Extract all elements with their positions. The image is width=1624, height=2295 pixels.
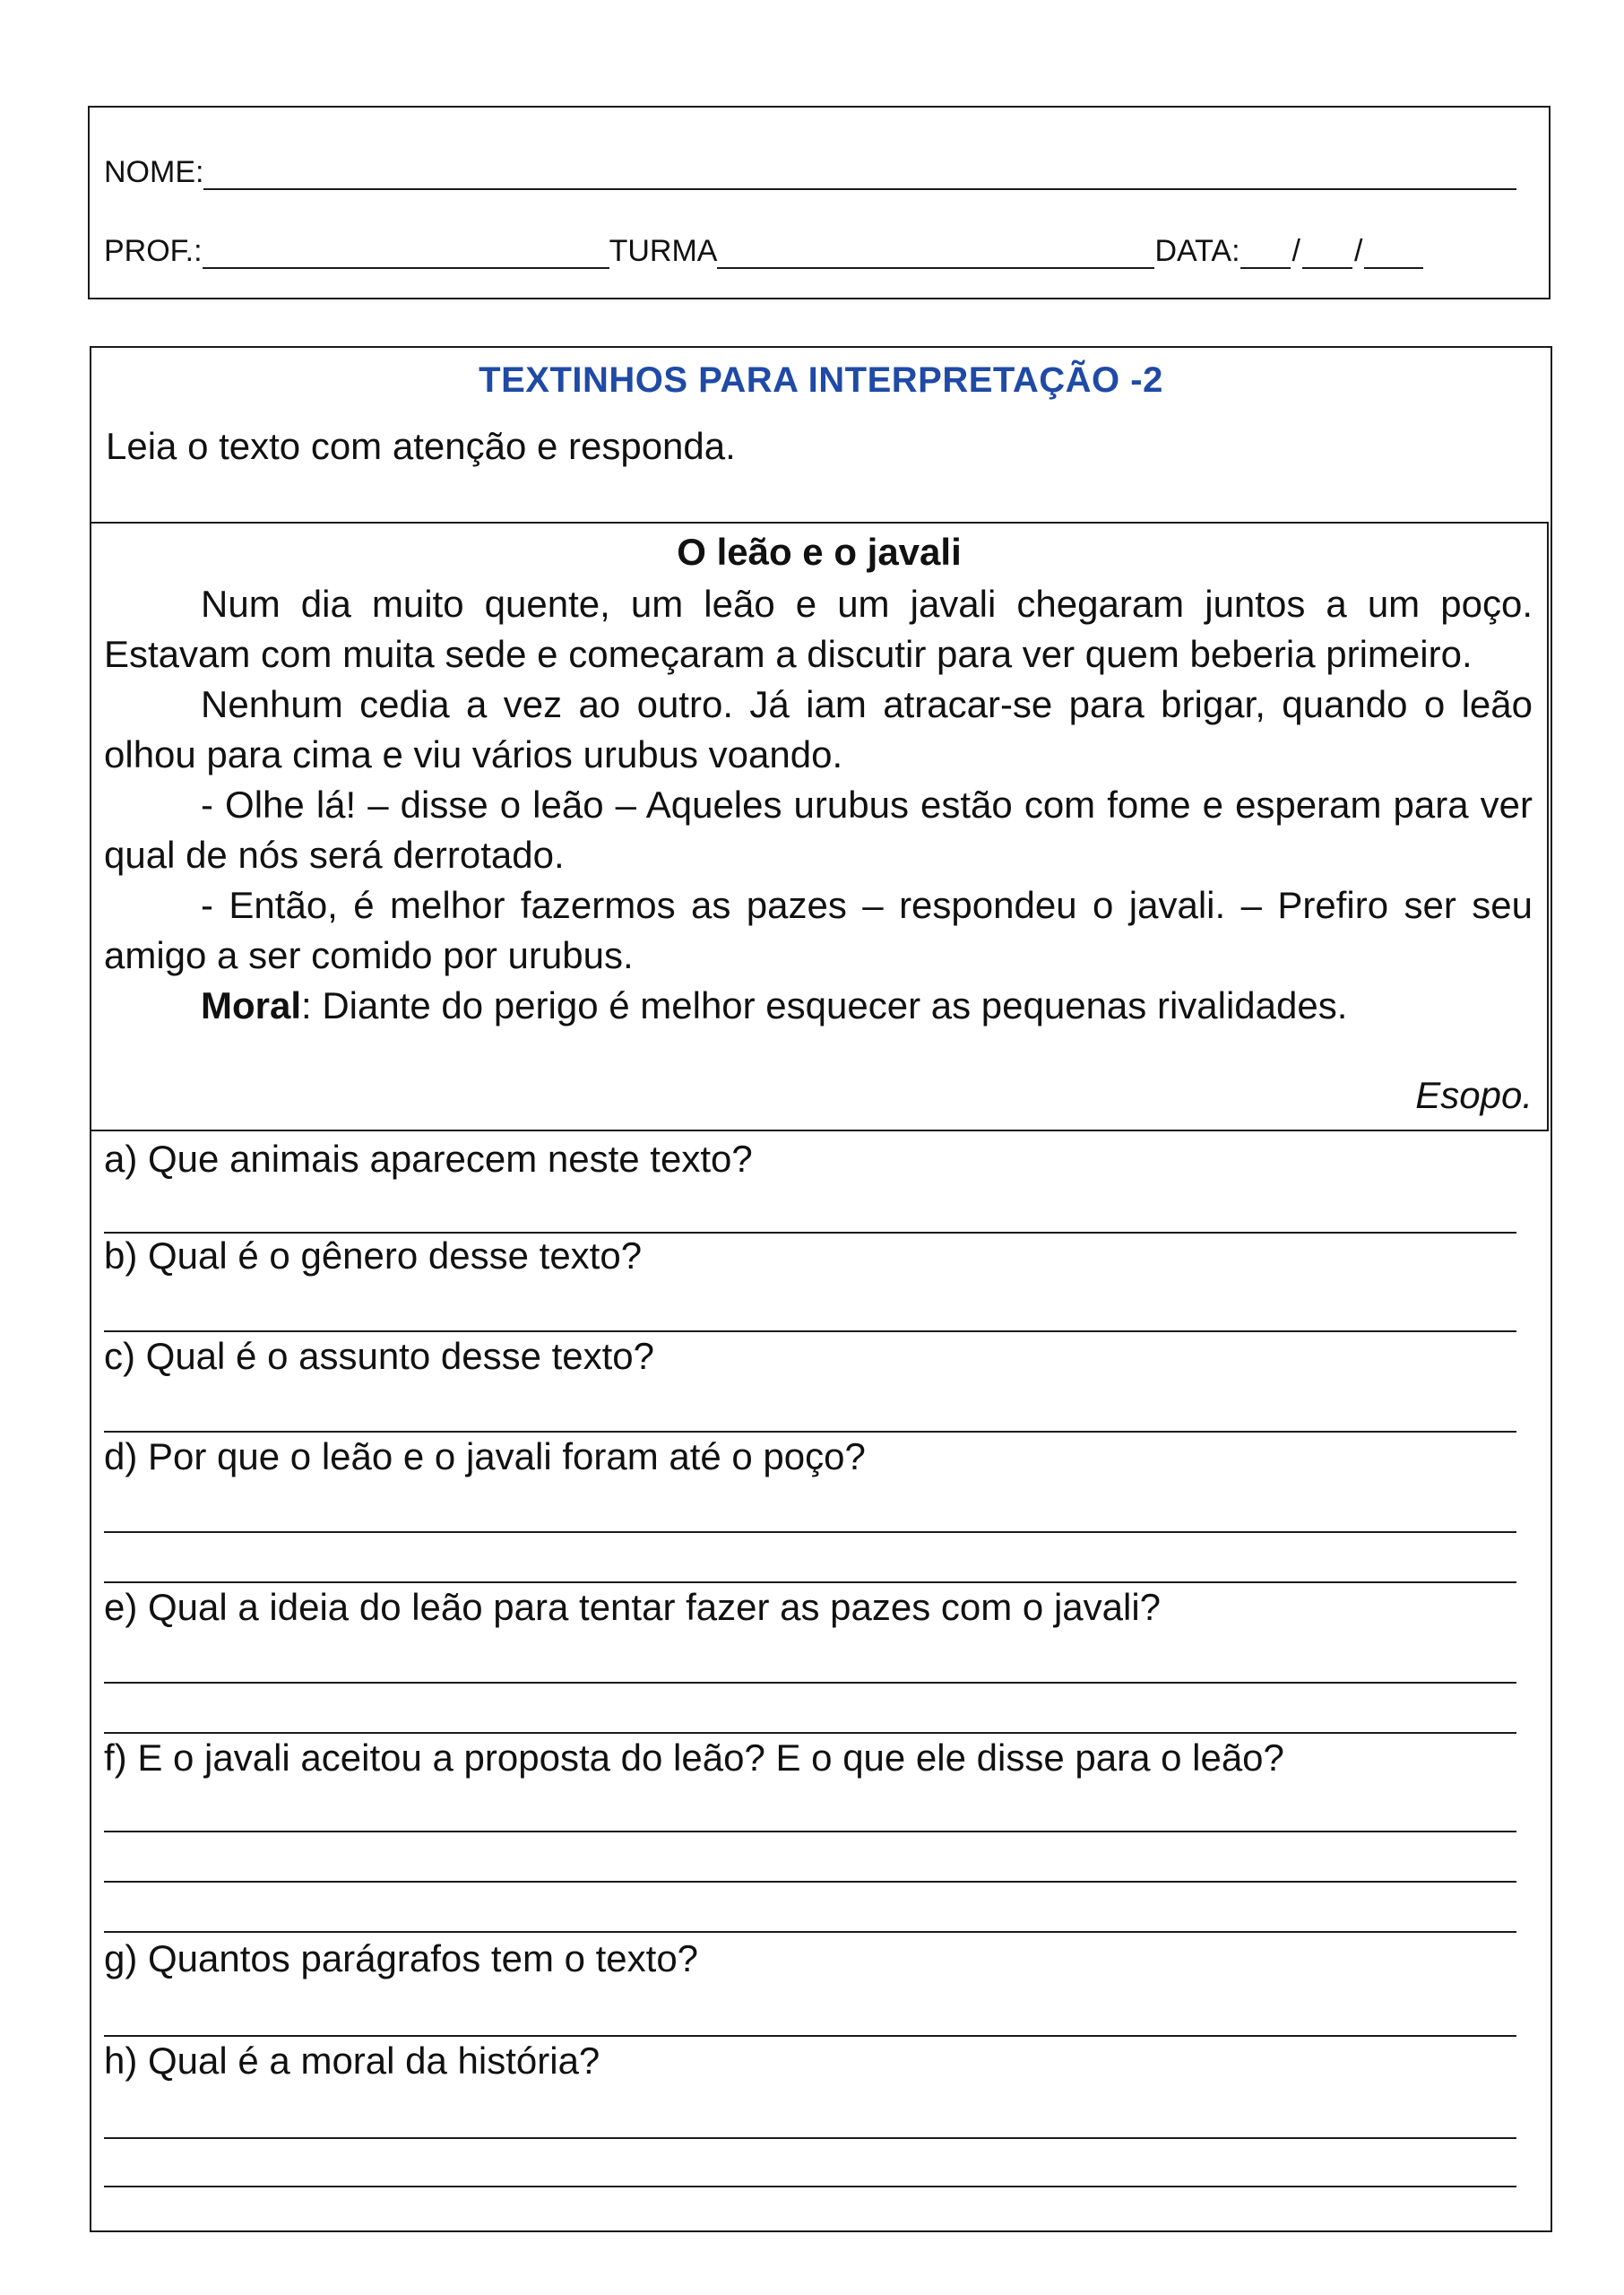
question-f: f) E o javali aceitou a proposta do leão? E o que ele disse para o leão? — [104, 1736, 1284, 1779]
question-g: g) Quantos parágrafos tem o texto? — [104, 1937, 699, 1979]
answer-line[interactable] — [104, 1581, 1516, 1583]
worksheet-box — [90, 346, 1552, 2232]
class-label: TURMA — [609, 234, 718, 268]
story-paragraph: - Então, é melhor fazermos as pazes – respondeu o javali. – Prefiro ser seu amigo a ser comido por urubus. — [104, 884, 1533, 976]
date-separator: / — [1291, 234, 1300, 268]
name-field[interactable] — [203, 161, 1516, 190]
answer-line[interactable] — [104, 1431, 1516, 1433]
story-box — [90, 522, 1549, 1131]
answer-line[interactable] — [104, 1682, 1516, 1684]
question-e: e) Qual a ideia do leão para tentar fazer as pazes com o javali? — [104, 1586, 1162, 1628]
question-d: d) Por que o leão e o javali foram até o poço? — [104, 1435, 866, 1477]
name-label: NOME: — [104, 155, 204, 189]
story-paragraph: Nenhum cedia a vez ao outro. Já iam atracar-se para brigar, quando o leão olhou para cima e viu vários urubus voando. — [104, 683, 1533, 775]
date-day-field[interactable] — [1240, 240, 1291, 269]
prof-label: PROF.: — [104, 234, 203, 268]
answer-line[interactable] — [104, 1831, 1516, 1832]
moral-text: : Diante do perigo é melhor esquecer as pequenas rivalidades. — [301, 984, 1348, 1026]
answer-line[interactable] — [104, 2137, 1516, 2139]
worksheet-title: TEXTINHOS PARA INTERPRETAÇÃO -2 — [479, 360, 1163, 400]
answer-line[interactable] — [104, 2186, 1516, 2187]
story-paragraph: Num dia muito quente, um leão e um javali chegaram juntos a um poço. Estavam com muita sede e começaram a discutir para ver quem beberia primeiro. — [104, 583, 1533, 675]
date-label: DATA: — [1154, 234, 1240, 268]
question-b: b) Qual é o gênero desse texto? — [104, 1234, 643, 1277]
prof-field[interactable] — [203, 240, 609, 269]
answer-line[interactable] — [104, 2035, 1516, 2037]
class-field[interactable] — [717, 240, 1154, 269]
story-author: Esopo. — [1415, 1074, 1533, 1116]
date-separator: / — [1354, 234, 1363, 268]
answer-line[interactable] — [104, 1931, 1516, 1933]
answer-line[interactable] — [104, 1330, 1516, 1332]
instruction-text: Leia o texto com atenção e responda. — [106, 425, 736, 467]
answer-line[interactable] — [104, 1732, 1516, 1734]
story-body — [104, 579, 1533, 1031]
date-year-field[interactable] — [1364, 240, 1423, 269]
prof-class-date-line — [104, 233, 1516, 269]
story-moral — [104, 981, 1533, 1031]
story-paragraph: - Olhe lá! – disse o leão – Aqueles urubus estão com fome e esperam para ver qual de nós será derrotado. — [104, 784, 1533, 876]
answer-line[interactable] — [104, 1881, 1516, 1883]
student-info-box — [88, 106, 1551, 299]
moral-label: Moral — [201, 984, 302, 1026]
answer-line[interactable] — [104, 1531, 1516, 1533]
name-line — [104, 154, 1516, 190]
question-h: h) Qual é a moral da história? — [104, 2040, 600, 2082]
question-c: c) Qual é o assunto desse texto? — [104, 1335, 655, 1377]
story-title: O leão e o javali — [677, 531, 962, 573]
question-a: a) Que animais aparecem neste texto? — [104, 1138, 753, 1180]
date-month-field[interactable] — [1302, 240, 1352, 269]
